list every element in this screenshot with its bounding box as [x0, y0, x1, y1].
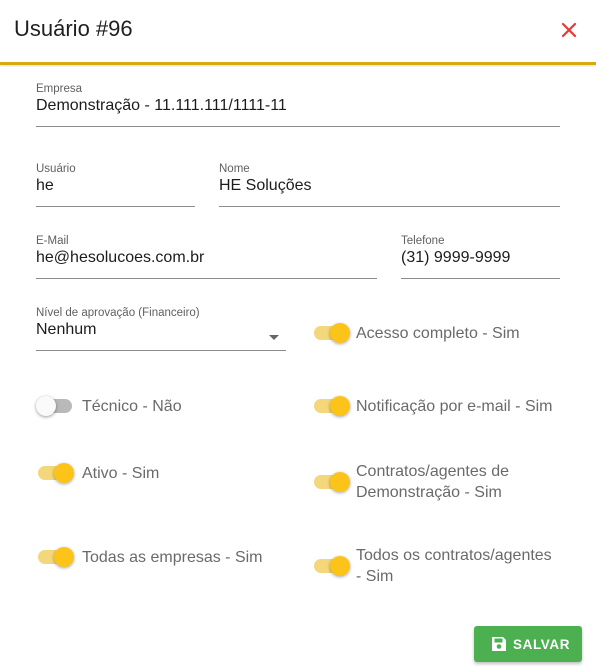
toggle-thumb[interactable]	[330, 472, 350, 492]
empresa-field[interactable]	[36, 83, 560, 127]
nivel-aprovacao-label: Nível de aprovação (Financeiro)	[36, 307, 200, 319]
close-icon[interactable]	[558, 19, 580, 41]
todos-contratos-label-line2: - Sim	[356, 568, 394, 585]
email-label: E-Mail	[36, 235, 69, 247]
tecnico-label: Técnico - Não	[82, 398, 182, 415]
telefone-underline	[401, 278, 560, 279]
todos-contratos-toggle[interactable]	[313, 554, 353, 578]
email-underline	[36, 278, 377, 279]
acesso-completo-label: Acesso completo - Sim	[356, 325, 520, 342]
nivel-aprovacao-select[interactable]	[36, 307, 286, 351]
todas-empresas-toggle[interactable]	[37, 545, 77, 569]
nome-label: Nome	[219, 163, 250, 175]
dialog-title: Usuário #96	[14, 16, 133, 41]
contratos-agentes-label-line1: Contratos/agentes de	[356, 463, 509, 480]
nome-field[interactable]	[219, 163, 560, 207]
toggle-thumb[interactable]	[36, 396, 56, 416]
nome-value[interactable]: HE Soluções	[219, 177, 312, 194]
toggle-thumb[interactable]	[54, 547, 74, 567]
usuario-label: Usuário	[36, 163, 76, 175]
telefone-label: Telefone	[401, 235, 445, 247]
tecnico-toggle[interactable]	[37, 394, 77, 418]
empresa-underline	[36, 126, 560, 127]
caret-down-icon[interactable]	[269, 335, 279, 340]
acesso-completo-toggle[interactable]	[313, 321, 353, 345]
usuario-field[interactable]	[36, 163, 195, 207]
toggle-thumb[interactable]	[330, 396, 350, 416]
todos-contratos-label-line1: Todos os contratos/agentes	[356, 547, 552, 564]
telefone-value[interactable]: (31) 9999-9999	[401, 249, 511, 266]
usuario-value[interactable]: he	[36, 177, 54, 194]
save-button-label: SALVAR	[513, 637, 571, 652]
dialog-header	[0, 0, 596, 62]
empresa-label: Empresa	[36, 83, 83, 95]
notificacao-email-label: Notificação por e-mail - Sim	[356, 398, 553, 415]
contratos-agentes-label	[356, 461, 509, 503]
ativo-label: Ativo - Sim	[82, 465, 160, 482]
ativo-toggle[interactable]	[37, 461, 77, 485]
todos-contratos-label	[356, 545, 552, 587]
toggle-thumb[interactable]	[330, 556, 350, 576]
toggle-thumb[interactable]	[330, 323, 350, 343]
telefone-field[interactable]	[401, 235, 560, 279]
empresa-value[interactable]: Demonstração - 11.111.111/1111-11	[36, 97, 287, 114]
header-accent-bar	[0, 62, 596, 65]
toggle-thumb[interactable]	[54, 463, 74, 483]
contratos-agentes-toggle[interactable]	[313, 470, 353, 494]
nivel-aprovacao-value[interactable]: Nenhum	[36, 321, 97, 338]
floppy-disk-icon	[491, 636, 507, 652]
nome-underline	[219, 206, 560, 207]
email-field[interactable]	[36, 235, 377, 279]
usuario-underline	[36, 206, 195, 207]
todas-empresas-label: Todas as empresas - Sim	[82, 549, 263, 566]
save-button[interactable]	[474, 626, 582, 662]
notificacao-email-toggle[interactable]	[313, 394, 353, 418]
nivel-aprovacao-underline	[36, 350, 286, 351]
contratos-agentes-label-line2: Demonstração - Sim	[356, 484, 502, 501]
email-value[interactable]: he@hesolucoes.com.br	[36, 249, 205, 266]
